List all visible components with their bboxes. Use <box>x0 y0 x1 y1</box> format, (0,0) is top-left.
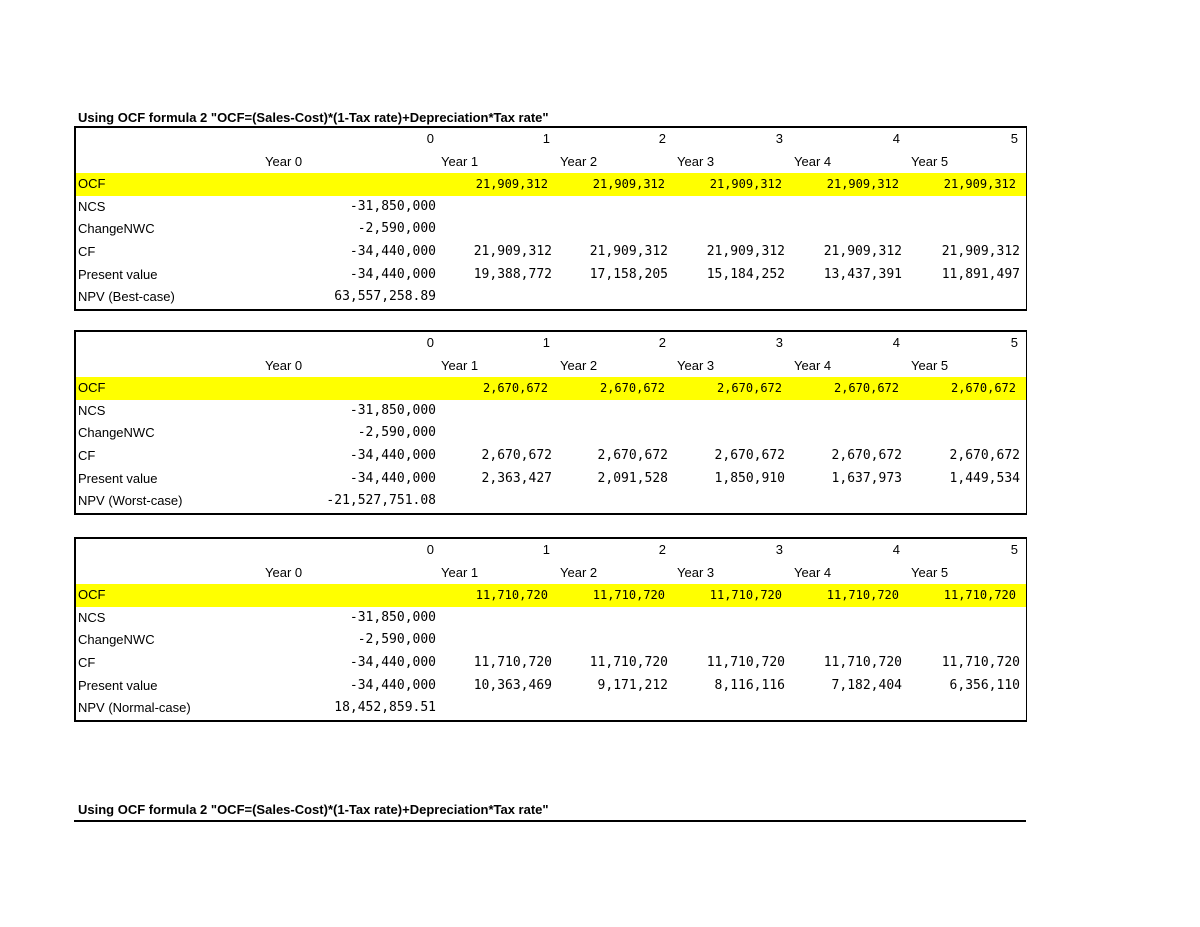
cf-row <box>76 652 1026 675</box>
year-label: Year 0 <box>265 357 303 373</box>
cf-value: 21,909,312 <box>941 243 1020 259</box>
cf-value: 2,670,672 <box>831 447 902 463</box>
year-label: Year 3 <box>677 357 715 373</box>
cf-value: 2,670,672 <box>597 447 668 463</box>
pv-value: 1,850,910 <box>714 470 785 486</box>
cf-value: -34,440,000 <box>349 243 436 259</box>
ocf-value: 11,710,720 <box>475 588 548 603</box>
ocf-value: 21,909,312 <box>475 177 548 192</box>
year-label: Year 0 <box>265 153 303 169</box>
ocf-value: 2,670,672 <box>833 381 899 396</box>
npv-label: NPV (Normal-case) <box>78 700 191 716</box>
row-label: ChangeNWC <box>78 221 155 237</box>
npv-row <box>76 490 1026 513</box>
pv-value: -34,440,000 <box>349 677 436 693</box>
cf-value: 11,710,720 <box>941 654 1020 670</box>
period-number: 1 <box>542 542 550 557</box>
npv-value: 63,557,258.89 <box>334 289 436 305</box>
row-label: NCS <box>78 402 106 418</box>
pv-value: 7,182,404 <box>831 677 902 693</box>
cf-value: 11,710,720 <box>823 654 902 670</box>
period-number: 3 <box>775 131 783 146</box>
period-number: 4 <box>892 131 900 146</box>
pv-value: 19,388,772 <box>473 266 552 282</box>
cf-value: 11,710,720 <box>706 654 785 670</box>
scenario-table <box>74 330 1027 515</box>
row-label: CF <box>78 447 96 463</box>
nwc-row <box>76 218 1026 241</box>
sheet-heading-repeat: Using OCF formula 2 "OCF=(Sales-Cost)*(1-Tax rate)+Depreciation*Tax rate" <box>78 802 549 817</box>
period-number: 0 <box>426 542 434 557</box>
pv-row <box>76 264 1026 287</box>
pv-value: 10,363,469 <box>473 677 552 693</box>
period-header-row <box>76 539 1026 562</box>
ocf-value: 11,710,720 <box>943 588 1016 603</box>
pv-value: 13,437,391 <box>823 266 902 282</box>
row-label: NCS <box>78 609 106 625</box>
ocf-value: 11,710,720 <box>826 588 899 603</box>
pv-value: 8,116,116 <box>714 677 785 693</box>
cf-value: 21,909,312 <box>823 243 902 259</box>
pv-row <box>76 675 1026 698</box>
ocf-row <box>76 377 1026 400</box>
period-number: 1 <box>542 131 550 146</box>
period-number: 0 <box>426 131 434 146</box>
npv-value: -21,527,751.08 <box>326 493 436 509</box>
year-label: Year 5 <box>911 153 949 169</box>
npv-value: 18,452,859.51 <box>334 700 436 716</box>
row-label: CF <box>78 654 96 670</box>
ncs-value: -31,850,000 <box>349 198 436 214</box>
ocf-value: 21,909,312 <box>592 177 665 192</box>
npv-label: NPV (Worst-case) <box>78 493 183 509</box>
cf-value: 2,670,672 <box>714 447 785 463</box>
ocf-value: 2,670,672 <box>482 381 548 396</box>
ncs-value: -31,850,000 <box>349 609 436 625</box>
row-label: ChangeNWC <box>78 632 155 648</box>
ocf-value: 11,710,720 <box>592 588 665 603</box>
row-label: OCF <box>78 176 106 192</box>
ocf-value: 21,909,312 <box>943 177 1016 192</box>
year-label: Year 3 <box>677 564 715 580</box>
bottom-rule <box>74 820 1026 822</box>
cf-value: 2,670,672 <box>949 447 1020 463</box>
pv-value: 1,449,534 <box>949 470 1020 486</box>
pv-value: -34,440,000 <box>349 266 436 282</box>
pv-value: 6,356,110 <box>949 677 1020 693</box>
period-number: 0 <box>426 335 434 350</box>
year-label: Year 4 <box>794 564 832 580</box>
nwc-value: -2,590,000 <box>357 425 436 441</box>
period-number: 2 <box>658 131 666 146</box>
period-number: 5 <box>1010 335 1018 350</box>
row-label: CF <box>78 243 96 259</box>
ocf-value: 11,710,720 <box>709 588 782 603</box>
year-label: Year 1 <box>441 357 479 373</box>
period-header-row <box>76 128 1026 151</box>
year-header-row <box>76 355 1026 378</box>
cf-value: -34,440,000 <box>349 447 436 463</box>
pv-value: 11,891,497 <box>941 266 1020 282</box>
period-number: 4 <box>892 335 900 350</box>
cf-value: 11,710,720 <box>473 654 552 670</box>
period-number: 5 <box>1010 542 1018 557</box>
cf-value: 11,710,720 <box>589 654 668 670</box>
cf-value: 2,670,672 <box>481 447 552 463</box>
row-label: Present value <box>78 470 158 486</box>
npv-row <box>76 286 1026 309</box>
period-number: 2 <box>658 335 666 350</box>
ocf-value: 21,909,312 <box>826 177 899 192</box>
pv-value: -34,440,000 <box>349 470 436 486</box>
year-label: Year 3 <box>677 153 715 169</box>
pv-value: 2,363,427 <box>481 470 552 486</box>
period-number: 4 <box>892 542 900 557</box>
period-number: 1 <box>542 335 550 350</box>
row-label: Present value <box>78 677 158 693</box>
ncs-row <box>76 607 1026 630</box>
year-label: Year 1 <box>441 153 479 169</box>
year-label: Year 2 <box>560 153 598 169</box>
period-number: 5 <box>1010 131 1018 146</box>
nwc-row <box>76 422 1026 445</box>
year-header-row <box>76 151 1026 174</box>
scenario-table <box>74 537 1027 722</box>
period-number: 2 <box>658 542 666 557</box>
year-label: Year 2 <box>560 564 598 580</box>
pv-value: 9,171,212 <box>597 677 668 693</box>
pv-value: 15,184,252 <box>706 266 785 282</box>
row-label: ChangeNWC <box>78 425 155 441</box>
npv-label: NPV (Best-case) <box>78 289 175 305</box>
ncs-row <box>76 400 1026 423</box>
nwc-value: -2,590,000 <box>357 632 436 648</box>
cf-value: 21,909,312 <box>706 243 785 259</box>
npv-row <box>76 697 1026 720</box>
pv-row <box>76 468 1026 491</box>
period-number: 3 <box>775 335 783 350</box>
year-label: Year 4 <box>794 153 832 169</box>
cf-value: 21,909,312 <box>589 243 668 259</box>
ncs-value: -31,850,000 <box>349 402 436 418</box>
sheet-heading: Using OCF formula 2 "OCF=(Sales-Cost)*(1-Tax rate)+Depreciation*Tax rate" <box>78 110 549 125</box>
year-label: Year 0 <box>265 564 303 580</box>
nwc-value: -2,590,000 <box>357 221 436 237</box>
period-header-row <box>76 332 1026 355</box>
nwc-row <box>76 629 1026 652</box>
scenario-table <box>74 126 1027 311</box>
year-header-row <box>76 562 1026 585</box>
ocf-value: 2,670,672 <box>716 381 782 396</box>
row-label: OCF <box>78 587 106 603</box>
pv-value: 1,637,973 <box>831 470 902 486</box>
ocf-row <box>76 584 1026 607</box>
pv-value: 2,091,528 <box>597 470 668 486</box>
year-label: Year 1 <box>441 564 479 580</box>
year-label: Year 4 <box>794 357 832 373</box>
cf-row <box>76 445 1026 468</box>
cf-row <box>76 241 1026 264</box>
ocf-value: 21,909,312 <box>709 177 782 192</box>
ncs-row <box>76 196 1026 219</box>
cf-value: -34,440,000 <box>349 654 436 670</box>
ocf-value: 2,670,672 <box>950 381 1016 396</box>
row-label: Present value <box>78 266 158 282</box>
cf-value: 21,909,312 <box>473 243 552 259</box>
period-number: 3 <box>775 542 783 557</box>
ocf-value: 2,670,672 <box>599 381 665 396</box>
row-label: NCS <box>78 198 106 214</box>
ocf-row <box>76 173 1026 196</box>
year-label: Year 2 <box>560 357 598 373</box>
pv-value: 17,158,205 <box>589 266 668 282</box>
year-label: Year 5 <box>911 564 949 580</box>
year-label: Year 5 <box>911 357 949 373</box>
row-label: OCF <box>78 380 106 396</box>
